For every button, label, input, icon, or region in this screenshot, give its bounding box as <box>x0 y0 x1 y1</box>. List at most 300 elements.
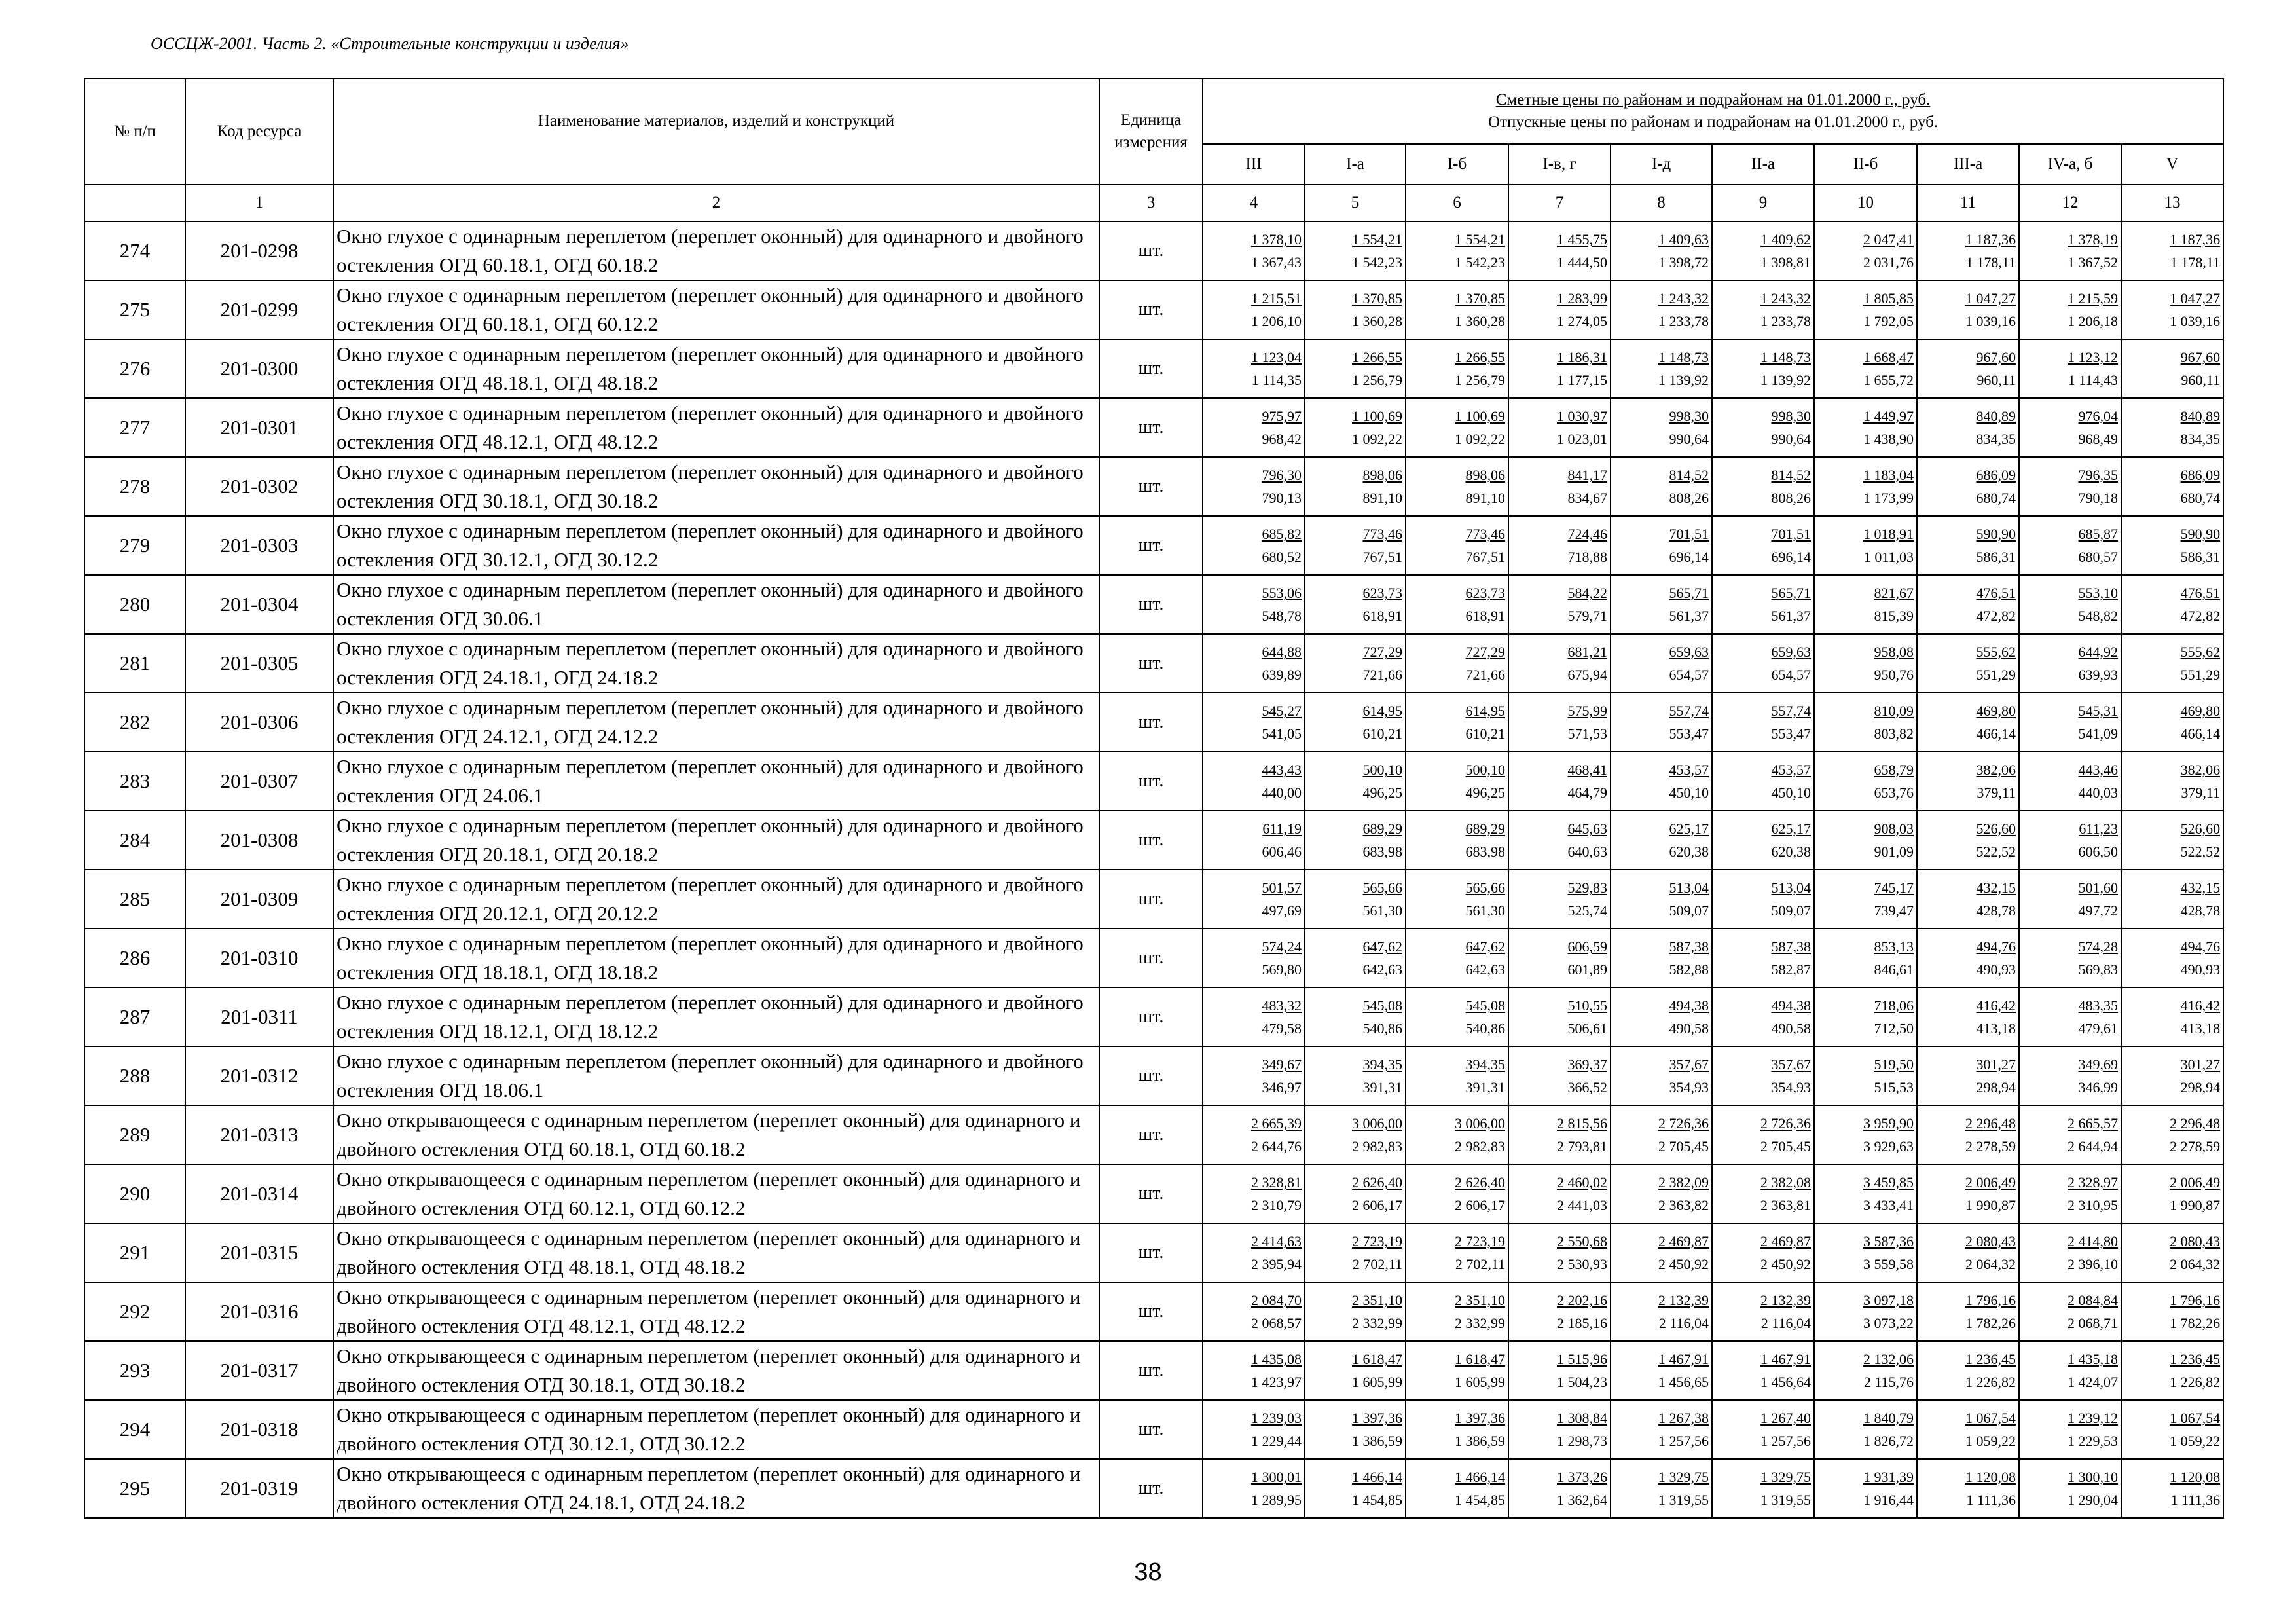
release-price: 834,35 <box>2180 430 2221 447</box>
release-price: 1 456,65 <box>1658 1373 1709 1390</box>
price-cell <box>1917 1105 2019 1164</box>
estimated-price: 614,95 <box>1362 703 1402 720</box>
release-price: 846,61 <box>1874 961 1914 978</box>
estimated-price: 908,03 <box>1874 821 1914 838</box>
release-price: 490,93 <box>2180 961 2221 978</box>
release-price: 654,57 <box>1771 666 1811 683</box>
estimated-price: 476,51 <box>1976 585 2016 602</box>
estimated-price: 1 378,10 <box>1251 231 1302 248</box>
release-price: 960,11 <box>1977 371 2016 388</box>
release-price: 440,00 <box>1262 784 1302 801</box>
release-price: 815,39 <box>1874 607 1914 624</box>
row-number: 285 <box>84 870 185 929</box>
price-cell <box>1406 221 1508 280</box>
unit-of-measure: шт. <box>1099 1341 1203 1400</box>
estimated-price: 1 467,91 <box>1658 1351 1709 1368</box>
price-cell <box>1305 1164 1406 1223</box>
estimated-price: 1 047,27 <box>1965 290 2016 307</box>
release-price: 561,30 <box>1465 902 1505 919</box>
estimated-price: 1 397,36 <box>1352 1410 1402 1427</box>
release-price: 1 386,59 <box>1352 1432 1402 1449</box>
price-cell <box>1917 693 2019 752</box>
estimated-price: 2 006,49 <box>2170 1174 2221 1191</box>
page-number: 38 <box>1134 1559 1162 1586</box>
estimated-price: 1 243,32 <box>1760 290 1811 307</box>
estimated-price: 814,52 <box>1669 467 1709 484</box>
price-cell <box>1203 1341 1305 1400</box>
row-number: 291 <box>84 1223 185 1282</box>
estimated-price: 611,19 <box>1262 821 1302 838</box>
estimated-price: 1 373,26 <box>1557 1469 1607 1486</box>
estimated-price: 701,51 <box>1771 526 1811 543</box>
price-cell <box>1814 1164 1917 1223</box>
estimated-price: 975,97 <box>1262 408 1302 425</box>
estimated-price: 606,59 <box>1567 938 1607 955</box>
release-price: 620,38 <box>1669 843 1709 860</box>
release-price: 680,74 <box>2180 489 2221 506</box>
column-number: 7 <box>1508 185 1611 221</box>
price-cell <box>1611 280 1712 339</box>
release-price: 680,57 <box>2078 548 2118 565</box>
estimated-price: 623,73 <box>1465 585 1505 602</box>
table-row <box>84 752 2223 811</box>
price-cell <box>1508 1164 1611 1223</box>
estimated-price: 1 554,21 <box>1352 231 1402 248</box>
price-cell <box>1508 1223 1611 1282</box>
estimated-price: 898,06 <box>1465 467 1505 484</box>
release-price: 1 177,15 <box>1557 371 1607 388</box>
estimated-price: 584,22 <box>1567 585 1607 602</box>
release-price: 522,52 <box>2180 843 2221 860</box>
resource-code: 201-0318 <box>185 1400 333 1459</box>
price-cell <box>1406 575 1508 634</box>
price-cell <box>2121 457 2223 516</box>
material-name: Окно глухое с одинарным переплетом (переплет оконный) для одинарного и двойного остекления ОГД 60.18.1, ОГД 60.18.2 <box>333 221 1099 280</box>
price-cell <box>1305 339 1406 398</box>
estimated-price: 1 215,59 <box>2068 290 2118 307</box>
release-price: 990,64 <box>1669 430 1709 447</box>
price-cell <box>1917 987 2019 1046</box>
estimated-price: 476,51 <box>2180 585 2221 602</box>
release-price: 901,09 <box>1874 843 1914 860</box>
release-price: 561,30 <box>1362 902 1402 919</box>
price-cell <box>1508 1459 1611 1518</box>
price-cell <box>1611 1282 1712 1341</box>
price-cell <box>1406 457 1508 516</box>
price-cell <box>2019 1341 2121 1400</box>
row-number: 293 <box>84 1341 185 1400</box>
material-name: Окно глухое с одинарным переплетом (переплет оконный) для одинарного и двойного остекления ОГД 30.18.1, ОГД 30.18.2 <box>333 457 1099 516</box>
estimated-price: 689,29 <box>1362 821 1402 838</box>
release-price: 1 274,05 <box>1557 312 1607 329</box>
price-cell <box>2019 1046 2121 1105</box>
price-cell <box>1508 1341 1611 1400</box>
release-price: 2 644,76 <box>1251 1137 1302 1154</box>
unit-of-measure: шт. <box>1099 1105 1203 1164</box>
resource-code: 201-0311 <box>185 987 333 1046</box>
price-cell <box>1203 1164 1305 1223</box>
price-cell <box>2121 811 2223 870</box>
estimated-price: 1 409,62 <box>1760 231 1811 248</box>
price-cell <box>1406 1459 1508 1518</box>
release-price: 1 398,72 <box>1658 253 1709 270</box>
release-price: 2 278,59 <box>2170 1137 2221 1154</box>
estimated-price: 1 397,36 <box>1455 1410 1505 1427</box>
estimated-price: 555,62 <box>1976 644 2016 661</box>
price-cell <box>1305 1282 1406 1341</box>
estimated-price: 2 202,16 <box>1557 1292 1607 1309</box>
estimated-price: 2 726,36 <box>1760 1115 1811 1132</box>
release-price: 541,09 <box>2078 725 2118 742</box>
estimated-price: 2 414,80 <box>2068 1233 2118 1250</box>
resource-code: 201-0316 <box>185 1282 333 1341</box>
release-price: 579,71 <box>1567 607 1607 624</box>
table-row <box>84 1341 2223 1400</box>
estimated-price: 2 080,43 <box>2170 1233 2221 1250</box>
estimated-price: 349,69 <box>2078 1056 2118 1073</box>
price-cell <box>1611 398 1712 457</box>
price-cell <box>1611 752 1712 811</box>
estimated-price: 357,67 <box>1771 1056 1811 1073</box>
release-price: 1 206,10 <box>1251 312 1302 329</box>
release-price: 1 655,72 <box>1863 371 1914 388</box>
price-cell <box>1203 1105 1305 1164</box>
estimated-price: 1 618,47 <box>1455 1351 1505 1368</box>
release-price: 2 068,57 <box>1251 1314 1302 1331</box>
estimated-price: 1 067,54 <box>2170 1410 2221 1427</box>
release-price: 950,76 <box>1874 666 1914 683</box>
header-prices <box>1203 79 2223 144</box>
estimated-price: 773,46 <box>1362 526 1402 543</box>
estimated-price: 686,09 <box>1976 467 2016 484</box>
release-price: 1 059,22 <box>1965 1432 2016 1449</box>
release-price: 1 456,64 <box>1760 1373 1811 1390</box>
estimated-price: 513,04 <box>1669 879 1709 896</box>
price-cell <box>1305 221 1406 280</box>
estimated-price: 2 047,41 <box>1863 231 1914 248</box>
estimated-price: 3 459,85 <box>1863 1174 1914 1191</box>
estimated-price: 545,27 <box>1262 703 1302 720</box>
estimated-price: 1 183,04 <box>1863 467 1914 484</box>
estimated-price: 590,90 <box>1976 526 2016 543</box>
release-price: 1 233,78 <box>1760 312 1811 329</box>
release-price: 808,26 <box>1669 489 1709 506</box>
price-cell <box>1814 987 1917 1046</box>
price-cell <box>1203 634 1305 693</box>
estimated-price: 301,27 <box>1976 1056 2016 1073</box>
price-cell <box>1712 1223 1814 1282</box>
price-cell <box>1712 1459 1814 1518</box>
release-price: 767,51 <box>1465 548 1505 565</box>
release-price: 675,94 <box>1567 666 1607 683</box>
release-price: 1 111,36 <box>2170 1491 2221 1508</box>
price-cell <box>2019 1459 2121 1518</box>
release-price: 1 990,87 <box>2170 1196 2221 1213</box>
estimated-price: 773,46 <box>1465 526 1505 543</box>
release-price: 479,58 <box>1262 1020 1302 1037</box>
price-cell <box>1814 1046 1917 1105</box>
price-cell <box>1508 280 1611 339</box>
price-cell <box>1305 929 1406 987</box>
estimated-price: 555,62 <box>2180 644 2221 661</box>
release-price: 2 116,04 <box>1658 1314 1709 1331</box>
header-release-prices: Отпускные цены по районам и подрайонам на 01.01.2000 г., руб. <box>1487 113 1939 131</box>
price-cell <box>1917 339 2019 398</box>
estimated-price: 416,42 <box>1976 997 2016 1014</box>
release-price: 990,64 <box>1771 430 1811 447</box>
estimated-price: 1 100,69 <box>1352 408 1402 425</box>
resource-code: 201-0298 <box>185 221 333 280</box>
estimated-price: 2 296,48 <box>1965 1115 2016 1132</box>
column-number: 12 <box>2019 185 2121 221</box>
release-price: 464,79 <box>1567 784 1607 801</box>
resource-code: 201-0315 <box>185 1223 333 1282</box>
material-name: Окно глухое с одинарным переплетом (переплет оконный) для одинарного и двойного остекления ОГД 18.18.1, ОГД 18.18.2 <box>333 929 1099 987</box>
release-price: 618,91 <box>1465 607 1505 624</box>
estimated-price: 659,63 <box>1771 644 1811 661</box>
estimated-price: 2 626,40 <box>1352 1174 1402 1191</box>
release-price: 2 064,32 <box>1965 1255 2016 1272</box>
release-price: 506,61 <box>1567 1020 1607 1037</box>
price-cell <box>1305 1341 1406 1400</box>
price-cell <box>1508 811 1611 870</box>
price-cell <box>1712 221 1814 280</box>
estimated-price: 2 132,06 <box>1863 1351 1914 1368</box>
estimated-price: 2 665,39 <box>1251 1115 1302 1132</box>
estimated-price: 1 466,14 <box>1352 1469 1402 1486</box>
price-cell <box>1917 1341 2019 1400</box>
release-price: 450,10 <box>1669 784 1709 801</box>
price-cell <box>2019 929 2121 987</box>
release-price: 379,11 <box>1977 784 2016 801</box>
release-price: 1 386,59 <box>1455 1432 1505 1449</box>
release-price: 509,07 <box>1771 902 1811 919</box>
release-price: 653,76 <box>1874 784 1914 801</box>
row-number: 276 <box>84 339 185 398</box>
release-price: 379,11 <box>2181 784 2221 801</box>
release-price: 472,82 <box>2180 607 2221 624</box>
table-row <box>84 1459 2223 1518</box>
unit-of-measure: шт. <box>1099 1046 1203 1105</box>
release-price: 490,58 <box>1669 1020 1709 1037</box>
release-price: 808,26 <box>1771 489 1811 506</box>
release-price: 2 115,76 <box>1863 1373 1914 1390</box>
unit-of-measure: шт. <box>1099 752 1203 811</box>
material-name: Окно глухое с одинарным переплетом (переплет оконный) для одинарного и двойного остекления ОГД 60.18.1, ОГД 60.12.2 <box>333 280 1099 339</box>
estimated-price: 494,38 <box>1771 997 1811 1014</box>
material-name: Окно открывающееся с одинарным переплетом (переплет оконный) для одинарного и двойного остекления ОТД 48.12.1, ОТД 48.12.2 <box>333 1282 1099 1341</box>
estimated-price: 1 455,75 <box>1557 231 1607 248</box>
release-price: 1 178,11 <box>1965 253 2016 270</box>
table-header <box>84 79 2223 221</box>
price-cell <box>1611 516 1712 575</box>
estimated-price: 574,24 <box>1262 938 1302 955</box>
estimated-price: 1 267,40 <box>1760 1410 1811 1427</box>
price-cell <box>1508 1282 1611 1341</box>
release-price: 582,88 <box>1669 961 1709 978</box>
price-cell <box>1508 339 1611 398</box>
price-cell <box>2121 987 2223 1046</box>
estimated-price: 494,76 <box>1976 938 2016 955</box>
release-price: 1 256,79 <box>1352 371 1402 388</box>
row-number: 282 <box>84 693 185 752</box>
release-price: 541,05 <box>1262 725 1302 742</box>
column-number: 11 <box>1917 185 2019 221</box>
price-cell <box>1814 457 1917 516</box>
price-cell <box>1406 398 1508 457</box>
price-cell <box>1814 221 1917 280</box>
estimated-price: 557,74 <box>1771 703 1811 720</box>
price-cell <box>1814 693 1917 752</box>
estimated-price: 659,63 <box>1669 644 1709 661</box>
release-price: 490,93 <box>1976 961 2016 978</box>
release-price: 2 332,99 <box>1352 1314 1402 1331</box>
price-cell <box>1712 1164 1814 1223</box>
price-cell <box>1406 929 1508 987</box>
price-cell <box>1611 457 1712 516</box>
release-price: 2 441,03 <box>1557 1196 1607 1213</box>
price-cell <box>1406 516 1508 575</box>
estimated-price: 2 460,02 <box>1557 1174 1607 1191</box>
price-cell <box>2019 1105 2121 1164</box>
price-cell <box>1814 280 1917 339</box>
price-cell <box>1611 987 1712 1046</box>
estimated-price: 685,82 <box>1262 526 1302 543</box>
estimated-price: 500,10 <box>1362 762 1402 779</box>
release-price: 718,88 <box>1567 548 1607 565</box>
price-cell <box>1814 1282 1917 1341</box>
release-price: 2 396,10 <box>2068 1255 2118 1272</box>
estimated-price: 840,89 <box>1976 408 2016 425</box>
estimated-price: 2 080,43 <box>1965 1233 2016 1250</box>
estimated-price: 1 186,31 <box>1557 349 1607 366</box>
estimated-price: 625,17 <box>1669 821 1709 838</box>
estimated-price: 1 931,39 <box>1863 1469 1914 1486</box>
estimated-price: 2 328,81 <box>1251 1174 1302 1191</box>
resource-code: 201-0310 <box>185 929 333 987</box>
estimated-price: 1 236,45 <box>2170 1351 2221 1368</box>
estimated-price: 3 006,00 <box>1352 1115 1402 1132</box>
table-row <box>84 1105 2223 1164</box>
estimated-price: 494,38 <box>1669 997 1709 1014</box>
estimated-price: 453,57 <box>1669 762 1709 779</box>
price-cell <box>1305 1223 1406 1282</box>
price-cell <box>1203 1223 1305 1282</box>
release-price: 968,49 <box>2078 430 2118 447</box>
estimated-price: 574,28 <box>2078 938 2118 955</box>
price-cell <box>2121 1223 2223 1282</box>
material-name: Окно глухое с одинарным переплетом (переплет оконный) для одинарного и двойного остекления ОГД 20.18.1, ОГД 20.18.2 <box>333 811 1099 870</box>
price-cell <box>1814 1223 1917 1282</box>
price-cell <box>1305 1459 1406 1518</box>
price-cell <box>1406 987 1508 1046</box>
resource-code: 201-0303 <box>185 516 333 575</box>
resource-code: 201-0308 <box>185 811 333 870</box>
price-cell <box>1917 398 2019 457</box>
estimated-price: 958,08 <box>1874 644 1914 661</box>
price-cell <box>1508 870 1611 929</box>
estimated-price: 645,63 <box>1567 821 1607 838</box>
table-row <box>84 398 2223 457</box>
estimated-price: 1 148,73 <box>1658 349 1709 366</box>
row-number: 277 <box>84 398 185 457</box>
resource-code: 201-0305 <box>185 634 333 693</box>
price-cell <box>2019 457 2121 516</box>
unit-of-measure: шт. <box>1099 1164 1203 1223</box>
price-cell <box>1203 1046 1305 1105</box>
release-price: 2 068,71 <box>2068 1314 2118 1331</box>
estimated-price: 1 449,97 <box>1863 408 1914 425</box>
price-cell <box>1305 693 1406 752</box>
row-number: 290 <box>84 1164 185 1223</box>
release-price: 1 605,99 <box>1455 1373 1505 1390</box>
estimated-price: 1 370,85 <box>1455 290 1505 307</box>
region-header: IV-а, б <box>2019 144 2121 185</box>
release-price: 1 298,73 <box>1557 1432 1607 1449</box>
estimated-price: 821,67 <box>1874 585 1914 602</box>
price-cell <box>1611 575 1712 634</box>
estimated-price: 841,17 <box>1567 467 1607 484</box>
release-price: 1 367,43 <box>1251 253 1302 270</box>
release-price: 1 011,03 <box>1863 548 1914 565</box>
price-cell <box>1203 693 1305 752</box>
resource-code: 201-0319 <box>185 1459 333 1518</box>
release-price: 1 226,82 <box>2170 1373 2221 1390</box>
column-number: 3 <box>1099 185 1203 221</box>
estimated-price: 529,83 <box>1567 879 1607 896</box>
release-price: 2 064,32 <box>2170 1255 2221 1272</box>
release-price: 2 982,83 <box>1352 1137 1402 1154</box>
release-price: 1 782,26 <box>1965 1314 2016 1331</box>
price-cell <box>1611 1341 1712 1400</box>
header-code: Код ресурса <box>185 79 333 185</box>
price-cell <box>1814 1341 1917 1400</box>
price-cell <box>1406 752 1508 811</box>
header-name: Наименование материалов, изделий и конструкций <box>333 79 1099 185</box>
estimated-price: 1 030,97 <box>1557 408 1607 425</box>
estimated-price: 1 067,54 <box>1965 1410 2016 1427</box>
release-price: 1 454,85 <box>1352 1491 1402 1508</box>
release-price: 472,82 <box>1976 607 2016 624</box>
price-cell <box>1712 811 1814 870</box>
release-price: 586,31 <box>2180 548 2221 565</box>
release-price: 790,18 <box>2078 489 2118 506</box>
release-price: 1 092,22 <box>1455 430 1505 447</box>
price-cell <box>2019 1400 2121 1459</box>
price-cell <box>1406 1223 1508 1282</box>
estimated-price: 1 329,75 <box>1658 1469 1709 1486</box>
material-name: Окно глухое с одинарным переплетом (переплет оконный) для одинарного и двойного остекления ОГД 30.12.1, ОГД 30.12.2 <box>333 516 1099 575</box>
estimated-price: 2 351,10 <box>1352 1292 1402 1309</box>
estimated-price: 1 239,12 <box>2068 1410 2118 1427</box>
estimated-price: 2 723,19 <box>1455 1233 1505 1250</box>
estimated-price: 1 515,96 <box>1557 1351 1607 1368</box>
header-unit: Единица измерения <box>1099 79 1203 185</box>
price-cell <box>1203 929 1305 987</box>
release-price: 1 233,78 <box>1658 312 1709 329</box>
price-cell <box>1508 1105 1611 1164</box>
estimated-price: 513,04 <box>1771 879 1811 896</box>
price-cell <box>2121 221 2223 280</box>
estimated-price: 611,23 <box>2079 821 2118 838</box>
release-price: 1 039,16 <box>2170 312 2221 329</box>
price-cell <box>1611 811 1712 870</box>
price-cell <box>2019 221 2121 280</box>
price-cell <box>1917 1223 2019 1282</box>
release-price: 3 929,63 <box>1863 1137 1914 1154</box>
price-cell <box>1712 516 1814 575</box>
release-price: 1 605,99 <box>1352 1373 1402 1390</box>
